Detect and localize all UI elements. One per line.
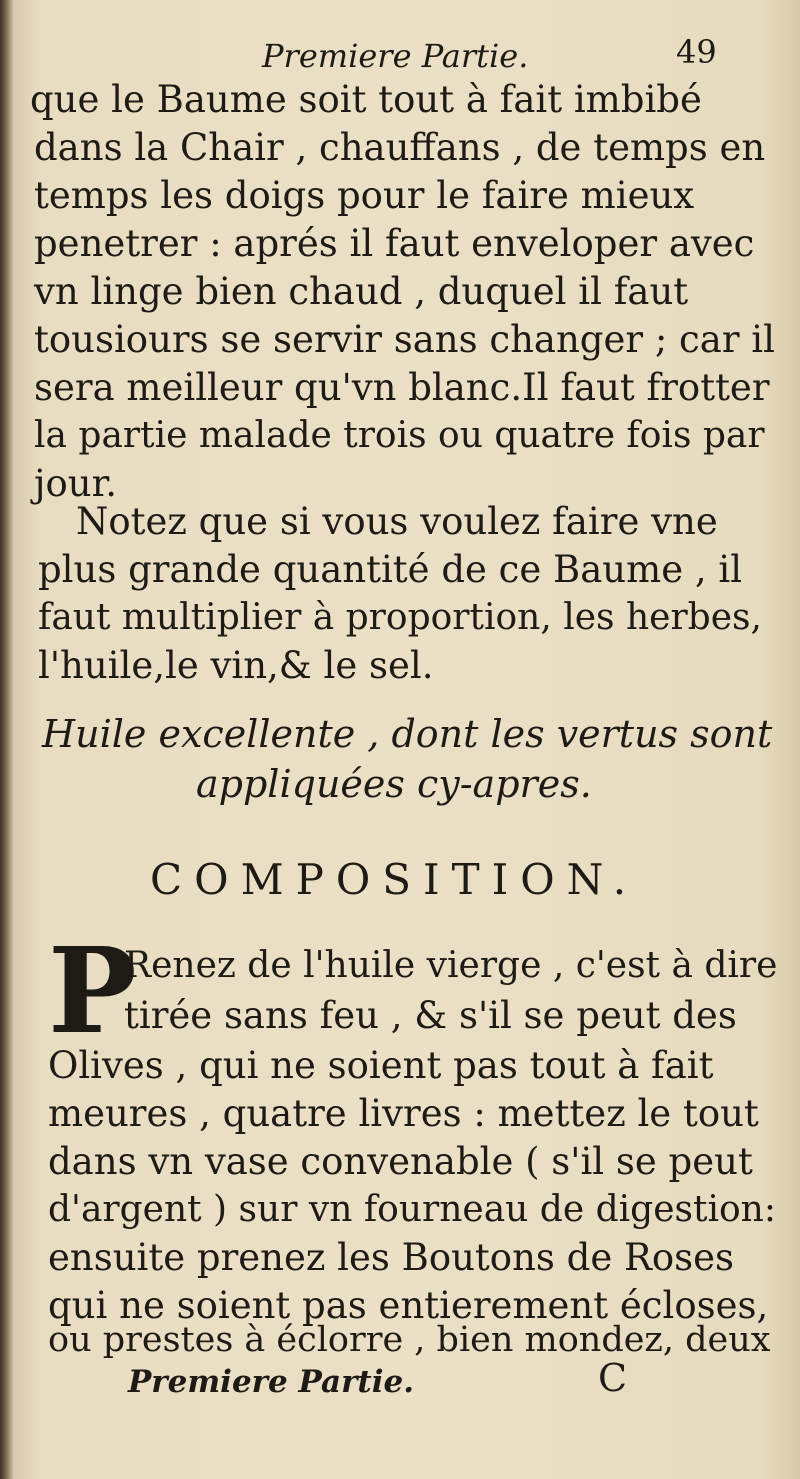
text-line: jour.: [34, 462, 117, 505]
recipe-heading-line: appliquées cy-apres.: [196, 762, 592, 806]
text-line: penetrer : aprés il faut enveloper avec: [34, 222, 755, 265]
text-line: l'huile,le vin,& le sel.: [38, 644, 434, 687]
text-line: temps les doigs pour le faire mieux: [34, 174, 695, 217]
text-line: la partie malade trois ou quatre fois par: [34, 415, 765, 456]
text-line: meures , quatre livres : mettez le tout: [48, 1092, 759, 1135]
text-line: que le Baume soit tout à fait imbibé: [30, 78, 702, 121]
text-line: dans vn vase convenable ( s'il se peut: [48, 1140, 753, 1183]
text-line: plus grande quantité de ce Baume , il: [38, 548, 743, 591]
text-line: ou prestes à éclorre , bien mondez, deux: [48, 1320, 771, 1360]
text-line: sera meilleur qu'vn blanc.Il faut frotter: [34, 366, 770, 409]
drop-cap: P: [48, 921, 137, 1060]
recipe-heading-line: Huile excellente , dont les vertus sont: [42, 712, 773, 756]
text-line: ensuite prenez les Boutons de Roses: [48, 1236, 734, 1279]
text-line: dans la Chair , chauffans , de temps en: [34, 126, 766, 169]
text-line: vn linge bien chaud , duquel il faut: [34, 270, 689, 313]
running-header: Premiere Partie.: [262, 37, 529, 75]
section-title: COMPOSITION.: [150, 855, 639, 904]
signature-mark: C: [598, 1356, 628, 1400]
text-line: Olives , qui ne soient pas tout à fait: [48, 1044, 714, 1087]
text-line: faut multiplier à proportion, les herbes,: [38, 597, 762, 638]
text-line: tirée sans feu , & s'il se peut des: [124, 994, 737, 1037]
text-line: d'argent ) sur vn fourneau de digestion:: [48, 1189, 776, 1230]
footer-title: Premiere Partie.: [128, 1364, 415, 1400]
text-line: Notez que si vous voulez faire vne: [76, 500, 718, 543]
text-line: qui ne soient pas entierement écloses,: [48, 1284, 769, 1327]
text-line: Renez de l'huile vierge , c'est à dire: [124, 945, 778, 986]
text-line: tousiours se servir sans changer ; car il: [34, 318, 775, 361]
page-number: 49: [676, 33, 717, 71]
